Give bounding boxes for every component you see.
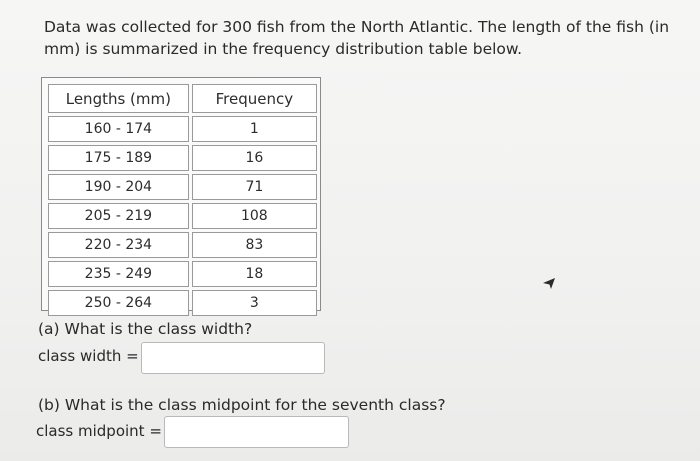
- table-row: [48, 290, 317, 316]
- frequency-cell: 1: [192, 116, 317, 142]
- length-cell: 175 - 189: [48, 145, 189, 171]
- header-lengths: Lengths (mm): [48, 84, 189, 113]
- class-midpoint-input[interactable]: [164, 416, 349, 448]
- mouse-pointer-icon: [542, 276, 556, 290]
- header-frequency: Frequency: [192, 84, 317, 113]
- frequency-cell: 71: [192, 174, 317, 200]
- length-cell: 220 - 234: [48, 232, 189, 258]
- table-header-row: [48, 84, 317, 113]
- table-row: [48, 145, 317, 171]
- class-width-input[interactable]: [141, 342, 325, 374]
- problem-intro: Data was collected for 300 fish from the North Atlantic. The length of the fish (in mm) is summarized in the frequency distribution table below.: [44, 18, 670, 58]
- table-row: [48, 232, 317, 258]
- question-a: (a) What is the class width?: [38, 320, 253, 338]
- frequency-table-frame: [41, 77, 321, 311]
- class-width-label: class width =: [38, 347, 139, 365]
- class-midpoint-label: class midpoint =: [36, 422, 162, 440]
- frequency-cell: 18: [192, 261, 317, 287]
- length-cell: 235 - 249: [48, 261, 189, 287]
- length-cell: 160 - 174: [48, 116, 189, 142]
- length-cell: 250 - 264: [48, 290, 189, 316]
- table-row: [48, 203, 317, 229]
- question-b: (b) What is the class midpoint for the seventh class?: [38, 396, 446, 414]
- table-row: [48, 116, 317, 142]
- frequency-cell: 83: [192, 232, 317, 258]
- frequency-cell: 3: [192, 290, 317, 316]
- length-cell: 205 - 219: [48, 203, 189, 229]
- frequency-cell: 16: [192, 145, 317, 171]
- frequency-cell: 108: [192, 203, 317, 229]
- frequency-table: [45, 81, 320, 319]
- table-row: [48, 174, 317, 200]
- table-row: [48, 261, 317, 287]
- length-cell: 190 - 204: [48, 174, 189, 200]
